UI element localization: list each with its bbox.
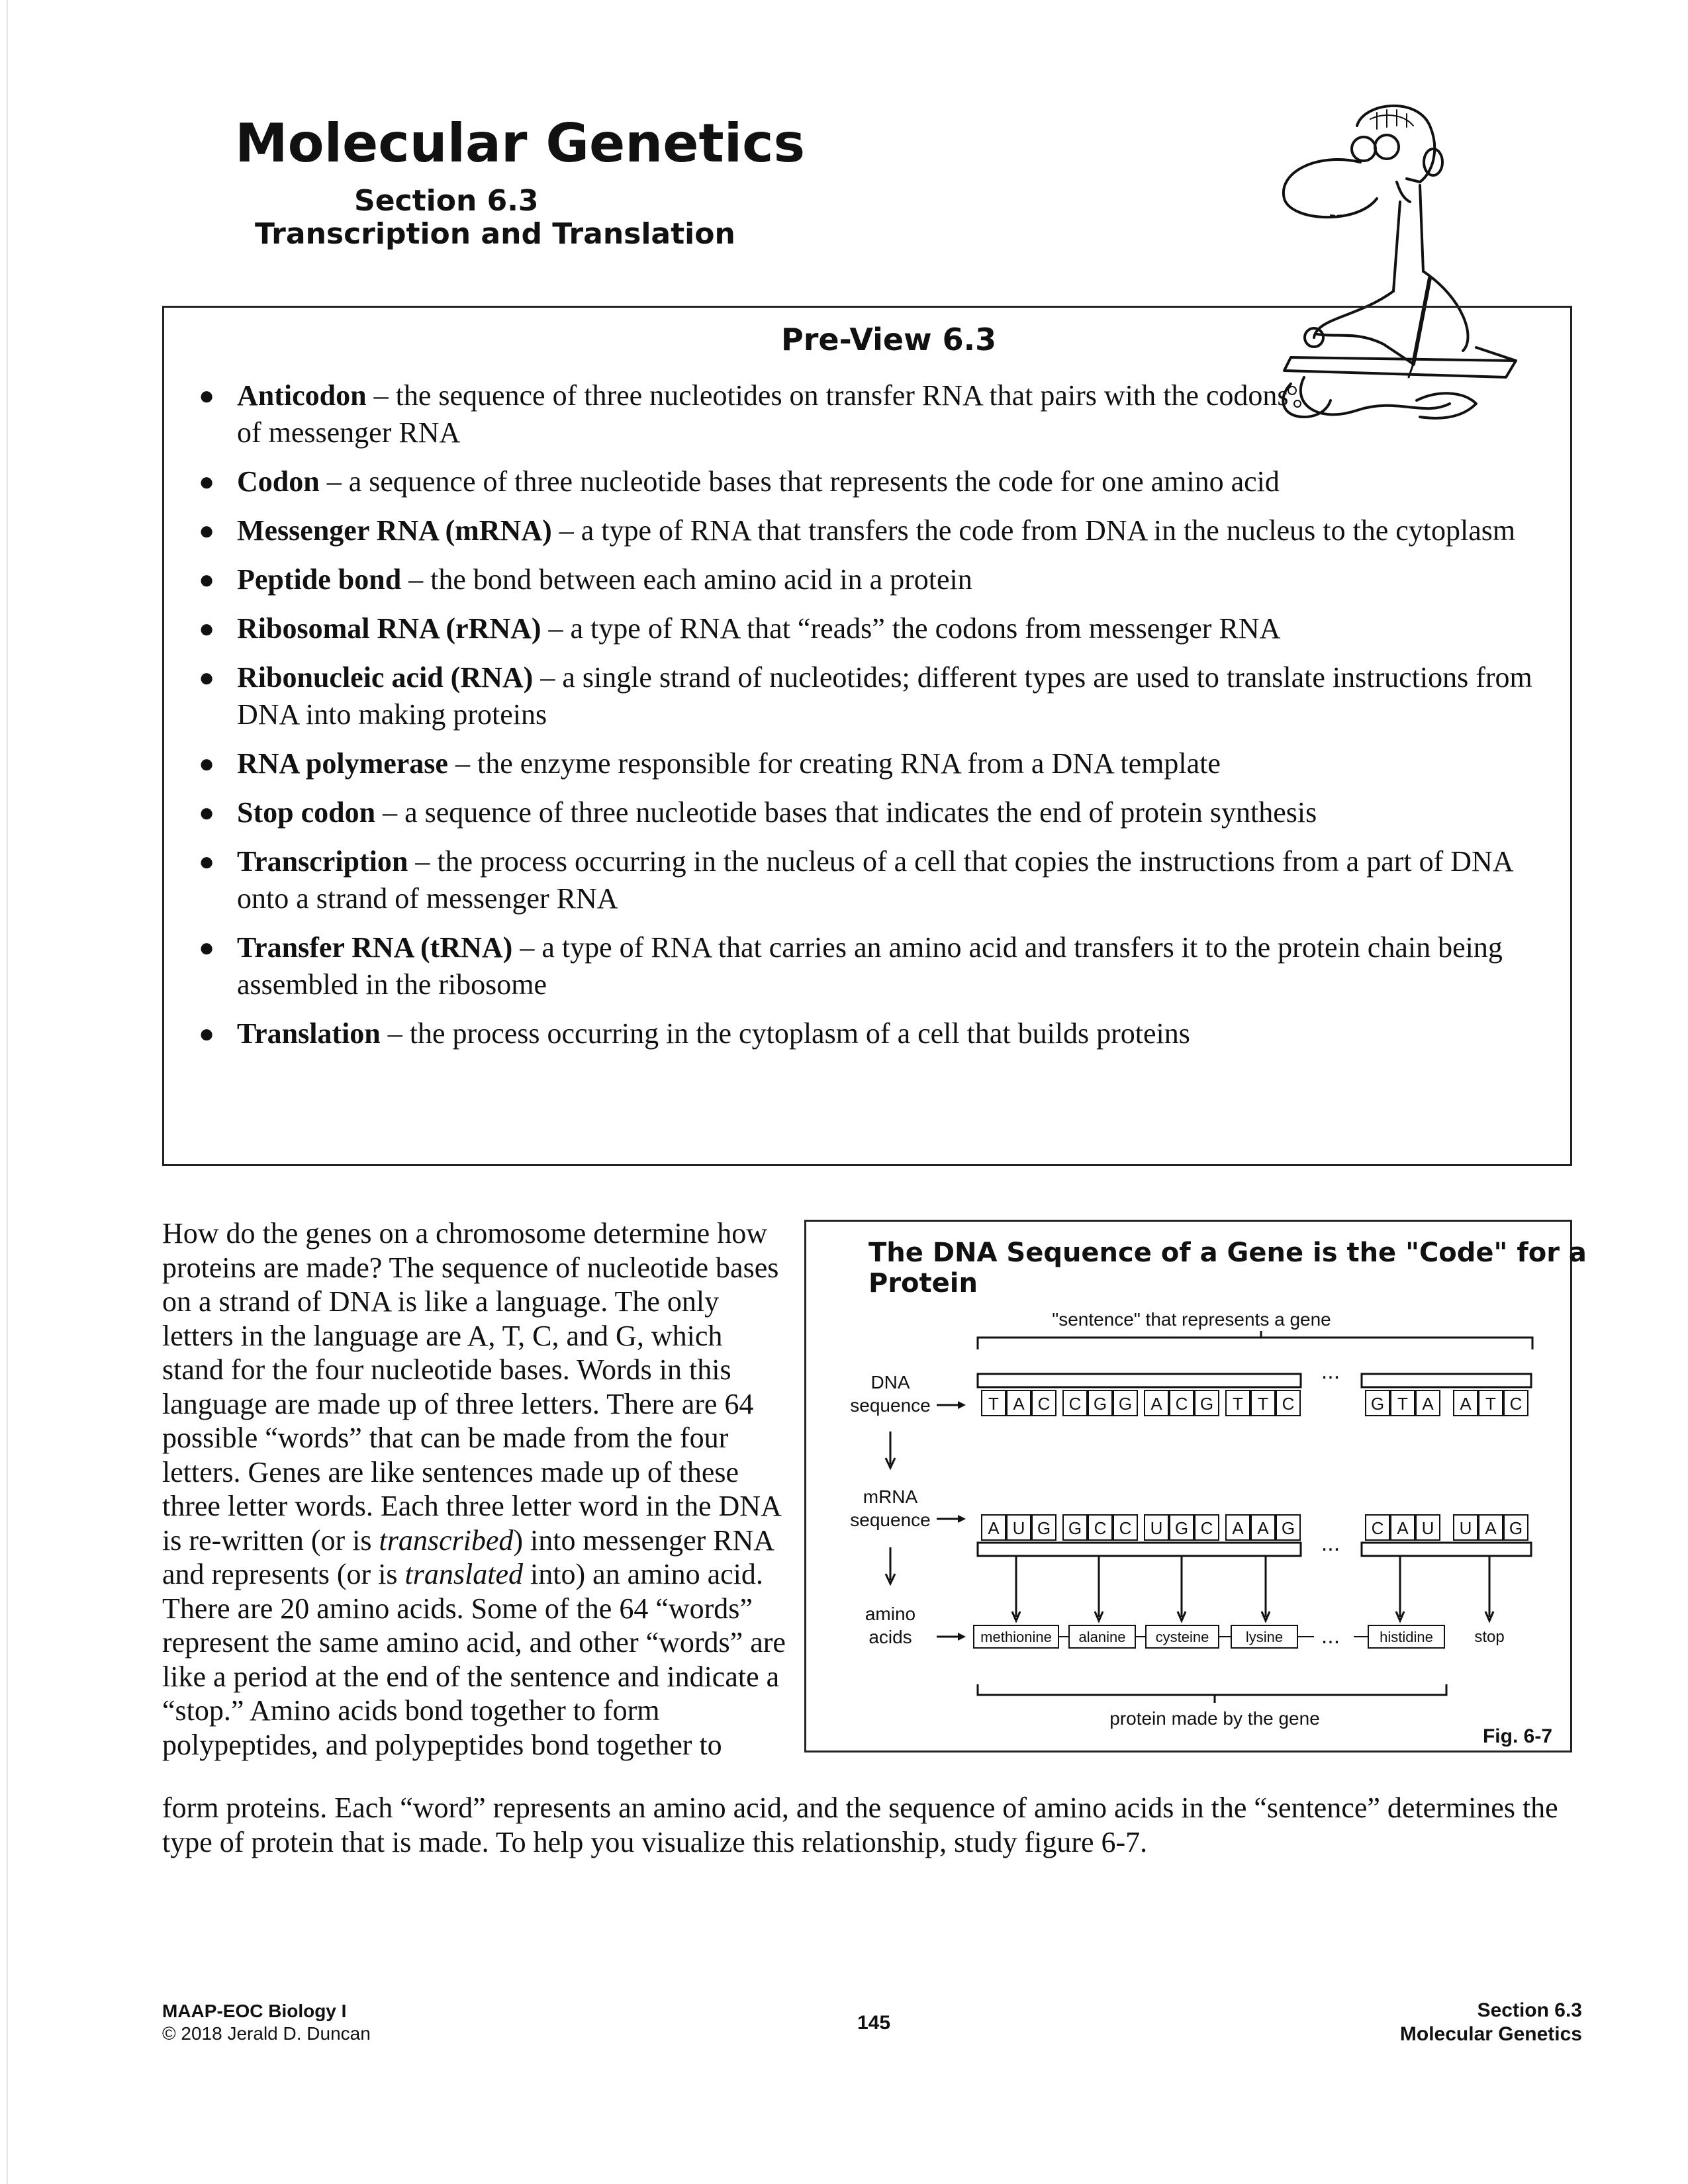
- mrna-codon: [1145, 1515, 1219, 1540]
- footer-section: Section 6.3: [1477, 1999, 1582, 2021]
- dna-codon: [1366, 1390, 1440, 1416]
- vocab-term: Ribosomal RNA (rRNA): [237, 612, 541, 645]
- bullet-icon: ●: [199, 1019, 215, 1048]
- vocab-term: Translation: [237, 1017, 381, 1050]
- dna-base-letter: A: [1460, 1394, 1472, 1414]
- dna-base-letter: T: [1258, 1394, 1268, 1414]
- footer-right: [1344, 1999, 1582, 2046]
- bullet-icon: ●: [199, 614, 215, 643]
- dna-codon: [1145, 1390, 1219, 1416]
- protein-bracket: [978, 1684, 1446, 1695]
- vocab-item: [199, 843, 1549, 917]
- mrna-backbone: [978, 1543, 1301, 1556]
- vocab-term: Transfer RNA (tRNA): [237, 931, 513, 964]
- dna-base-letter: C: [1037, 1394, 1051, 1414]
- mrna-ellipsis: ...: [1321, 1531, 1340, 1556]
- mrna-codon: [1454, 1515, 1528, 1540]
- bullet-icon: ●: [199, 467, 215, 496]
- dna-base-letter: T: [988, 1394, 999, 1414]
- mrna-codon: [1226, 1515, 1300, 1540]
- mrna-base-letter: A: [1485, 1518, 1497, 1538]
- bullet-icon: ●: [199, 933, 215, 962]
- vocab-definition: – a sequence of three nucleotide bases that represents the code for one amino acid: [319, 465, 1280, 498]
- mrna-base-letter: G: [1281, 1518, 1295, 1538]
- mrna-base-letter: A: [1397, 1518, 1409, 1538]
- dna-ellipsis: ...: [1321, 1359, 1340, 1384]
- mrna-base-letter: C: [1094, 1518, 1107, 1538]
- vocab-definition: – the sequence of three nucleotides on transfer RNA that pairs with the codons of messenger RNA: [237, 379, 1289, 449]
- page-subtitle: Transcription and Translation: [255, 217, 735, 251]
- amino-ellipsis: ...: [1321, 1623, 1340, 1649]
- page-title: Molecular Genetics: [235, 113, 806, 174]
- figure-diagram: [804, 1220, 1572, 1752]
- mrna-base-letter: A: [988, 1518, 1000, 1538]
- dna-codon: [982, 1390, 1056, 1416]
- vocab-definition: – the enzyme responsible for creating RNA from a DNA template: [447, 747, 1221, 780]
- bullet-icon: ●: [199, 381, 215, 410]
- vocab-item: [199, 929, 1549, 1003]
- mrna-base-letter: C: [1119, 1518, 1132, 1538]
- dna-base-letter: G: [1199, 1394, 1214, 1414]
- vocab-term: Anticodon: [237, 379, 367, 412]
- amino-acid-label: alanine: [1078, 1629, 1126, 1645]
- bullet-icon: ●: [199, 846, 215, 876]
- stop-label: stop: [1474, 1628, 1505, 1646]
- vocab-definition: – a type of RNA that transfers the code from DNA in the nucleus to the cytoplasm: [551, 514, 1516, 547]
- mrna-base-letter: C: [1200, 1518, 1213, 1538]
- vocab-definition: – a type of RNA that carries an amino acid and transfers it to the protein chain being assembled in the ribosome: [237, 931, 1503, 1001]
- dna-codon: [1226, 1390, 1300, 1416]
- section-label: Section 6.3: [354, 184, 539, 218]
- dna-backbone-end: [1362, 1374, 1531, 1387]
- dna-base-letter: C: [1282, 1394, 1295, 1414]
- mrna-base-letter: A: [1257, 1518, 1269, 1538]
- vocab-term: Codon: [237, 465, 320, 498]
- vocab-item: [199, 745, 1549, 782]
- preview-title: Pre-View 6.3: [781, 322, 997, 357]
- figure-title: The DNA Sequence of a Gene is the "Code" for a Protein: [868, 1238, 1587, 1298]
- vocab-term: Peptide bond: [237, 563, 402, 596]
- vocab-definition: – the process occurring in the cytoplasm of a cell that builds proteins: [380, 1017, 1190, 1050]
- vocab-term: Transcription: [237, 845, 408, 878]
- dna-base-letter: G: [1118, 1394, 1133, 1414]
- bullet-icon: ●: [199, 749, 215, 778]
- intro-italic-translated: translated: [404, 1558, 523, 1590]
- dna-base-letter: A: [1150, 1394, 1162, 1414]
- footer-copyright: © 2018 Jerald D. Duncan: [162, 2023, 371, 2044]
- bullet-icon: ●: [199, 516, 215, 545]
- vocab-definition: – a type of RNA that “reads” the codons from messenger RNA: [541, 612, 1281, 645]
- bullet-icon: ●: [199, 662, 215, 692]
- mrna-base-letter: G: [1068, 1518, 1082, 1538]
- amino-acid-label: histidine: [1380, 1629, 1433, 1645]
- mrna-codon: [982, 1515, 1056, 1540]
- intro-text-part: into) an amino acid. There are 20 amino acids. Some of the 64 “words” represent the same amino acid, and other “words” are like a period at the end of the sentence and indicate a “stop.” Amino acids bond together to form polypeptides, and polypeptides bond together to: [162, 1558, 786, 1761]
- mrna-arrowhead-icon: [958, 1515, 966, 1523]
- dna-base-letter: T: [1397, 1394, 1408, 1414]
- amino-acid-label: lysine: [1245, 1629, 1284, 1645]
- mrna-backbone-end: [1362, 1543, 1531, 1556]
- amino-arrowhead-icon: [958, 1633, 966, 1641]
- intro-text-part: How do the genes on a chromosome determine how proteins are made? The sequence of nucleotide bases on a strand of DNA is like a language. The only letters in the language are A, T, C, and G, which stand for the four nucleotide bases. Words in this language are made up of three letters. There are 64 possible “words” that can be made from the four letters. Genes are like sentences made up of these three letter words. Each three letter word in the DNA is re-written (or is: [162, 1217, 780, 1557]
- vocab-item: [199, 1015, 1549, 1052]
- mrna-base-letter: U: [1150, 1518, 1163, 1538]
- vocab-item: [199, 463, 1309, 500]
- scan-edge-line: [7, 0, 8, 2184]
- bullet-icon: ●: [199, 565, 215, 594]
- vocab-item: [199, 659, 1549, 733]
- vocab-term: RNA polymerase: [237, 747, 448, 780]
- mrna-base-letter: U: [1421, 1518, 1434, 1538]
- amino-acid-label: cysteine: [1155, 1629, 1209, 1645]
- dna-label-2: sequence: [850, 1395, 931, 1416]
- bullet-icon: ●: [199, 797, 215, 827]
- mrna-codon: [1063, 1515, 1137, 1540]
- dna-base-letter: G: [1370, 1394, 1385, 1414]
- dna-arrowhead-icon: [958, 1401, 966, 1409]
- vocab-term: Messenger RNA (mRNA): [237, 514, 552, 547]
- dna-base-letter: A: [1422, 1394, 1434, 1414]
- intro-paragraph: [162, 1216, 791, 1762]
- vocab-item: [199, 561, 1549, 598]
- footer-chapter: Molecular Genetics: [1399, 2023, 1582, 2045]
- vocabulary-list: [199, 377, 1549, 1064]
- vocab-definition: – a single strand of nucleotides; different types are used to translate instructions from DNA into making proteins: [237, 661, 1532, 731]
- intro-text-part: ) into messenger RNA and represents (or is: [162, 1524, 773, 1590]
- amino-label-2: acids: [868, 1627, 912, 1647]
- dna-label: DNA: [870, 1372, 910, 1392]
- vocab-definition: – the bond between each amino acid in a protein: [401, 563, 972, 596]
- mrna-base-letter: U: [1012, 1518, 1025, 1538]
- vocab-term: Ribonucleic acid (RNA): [237, 661, 534, 694]
- mrna-label-2: sequence: [850, 1510, 931, 1530]
- vocab-term: Stop codon: [237, 796, 376, 829]
- dna-base-letter: G: [1093, 1394, 1107, 1414]
- protein-label: protein made by the gene: [1109, 1708, 1320, 1729]
- sentence-label: "sentence" that represents a gene: [1052, 1309, 1331, 1330]
- dna-codon: [1454, 1390, 1528, 1416]
- amino-acid-label: methionine: [980, 1629, 1052, 1645]
- dna-codon: [1063, 1390, 1137, 1416]
- intro-italic-transcribed: transcribed: [379, 1524, 514, 1557]
- dna-base-letter: C: [1509, 1394, 1523, 1414]
- dna-base-letter: C: [1068, 1394, 1082, 1414]
- footer-book-title: MAAP-EOC Biology I: [162, 2001, 347, 2021]
- mrna-base-letter: G: [1509, 1518, 1523, 1538]
- mrna-base-letter: A: [1232, 1518, 1244, 1538]
- page-number: 145: [857, 2012, 891, 2034]
- mrna-label: mRNA: [863, 1486, 918, 1507]
- vocab-definition: – a sequence of three nucleotide bases that indicates the end of protein synthesis: [375, 796, 1317, 829]
- dna-base-letter: C: [1175, 1394, 1188, 1414]
- dna-base-letter: A: [1013, 1394, 1025, 1414]
- dna-base-letter: T: [1485, 1394, 1496, 1414]
- footer-left: [162, 2000, 371, 2045]
- figure-number: Fig. 6-7: [1482, 1725, 1552, 1747]
- outro-paragraph: form proteins. Each “word” represents an amino acid, and the sequence of amino acids in the “sentence” determines the type of protein that is made. To help you visualize this relationship, study figure 6-7.: [162, 1792, 1558, 1858]
- mrna-base-letter: C: [1371, 1518, 1384, 1538]
- vocab-item: [199, 610, 1549, 647]
- vocab-item: [199, 794, 1549, 831]
- mrna-base-letter: G: [1037, 1518, 1051, 1538]
- mrna-codon: [1366, 1515, 1440, 1540]
- dna-base-letter: T: [1233, 1394, 1243, 1414]
- amino-label: amino: [865, 1604, 916, 1624]
- vocab-definition: – the process occurring in the nucleus of a cell that copies the instructions from a part of DNA onto a strand of messenger RNA: [237, 845, 1513, 915]
- sentence-bracket: [978, 1338, 1532, 1349]
- mrna-base-letter: U: [1459, 1518, 1472, 1538]
- dna-backbone: [978, 1374, 1301, 1387]
- mrna-base-letter: G: [1174, 1518, 1189, 1538]
- vocab-item: [199, 512, 1549, 549]
- vocab-item: [199, 377, 1309, 451]
